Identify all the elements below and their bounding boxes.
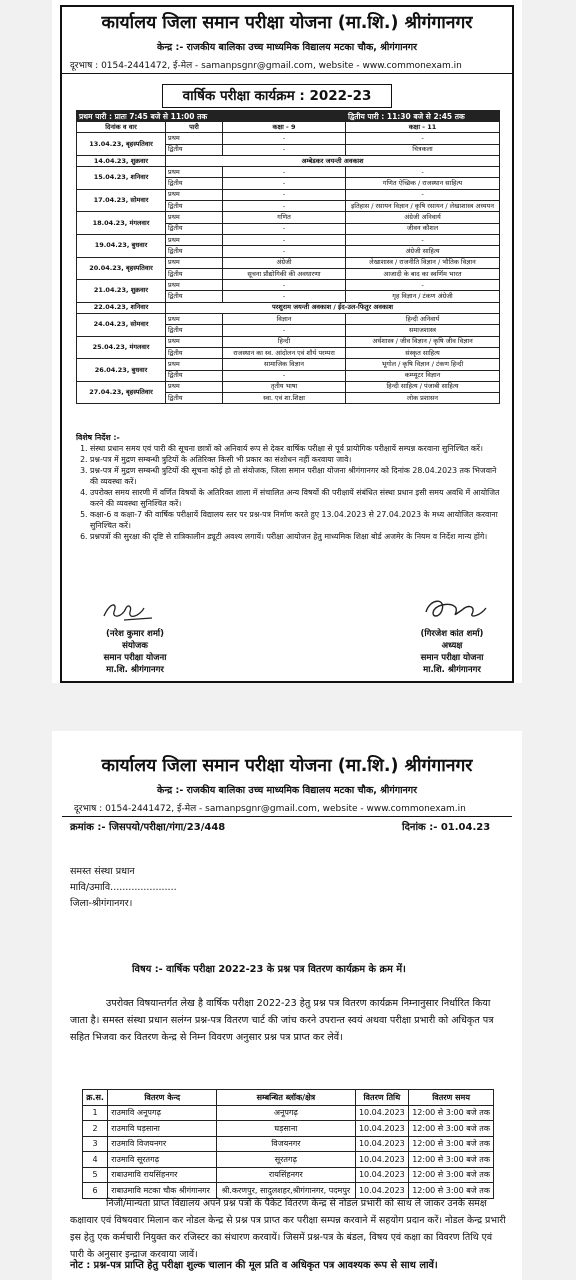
class11-cell: चित्रकला — [346, 144, 500, 155]
column-header: वितरण समय — [409, 1090, 494, 1106]
center-cell: राउमावि सूरतगढ़ — [108, 1152, 217, 1168]
class9-cell: - — [223, 133, 346, 144]
class11-cell: भूगोल / कृषि विज्ञान / टंकण हिन्दी — [346, 359, 500, 370]
contact-line: दूरभाष : 0154-2441472, ई-मेल - samanpsgnr@gmail.com, website - www.commonexam.in — [70, 61, 462, 71]
column-header: वितरण केन्द — [108, 1090, 217, 1106]
class9-cell: - — [223, 325, 346, 336]
column-header: सम्बन्धित ब्लॉक/क्षेत्र — [217, 1090, 355, 1106]
table-row — [83, 1121, 494, 1137]
signatory-left-org: समान परीक्षा योजना — [103, 653, 167, 663]
signatory-right-place: मा.शि. श्रीगंगानगर — [423, 665, 481, 675]
schedule-row — [77, 133, 500, 144]
time-cell: 12:00 से 3:00 बजे तक — [409, 1105, 494, 1121]
class11-cell: समाजशास्त्र — [346, 325, 500, 336]
class11-cell: - — [346, 189, 500, 200]
table-row — [83, 1167, 494, 1183]
shift-cell: द्वितीय — [166, 268, 223, 279]
date-cell: 10.04.2023 — [355, 1105, 409, 1121]
class11-cell: - — [346, 234, 500, 245]
date-cell: 10.04.2023 — [355, 1167, 409, 1183]
schedule-banner: वार्षिक परीक्षा कार्यक्रम : 2022-23 — [162, 84, 392, 108]
signatory-right — [392, 628, 512, 676]
letter-date: दिनांक :- 01.04.23 — [402, 822, 491, 833]
contact-line: दूरभाष : 0154-2441472, ई-मेल - samanpsgnr@gmail.com, website - www.commonexam.in — [74, 804, 466, 814]
block-cell: विजयनगर — [217, 1136, 355, 1152]
shift-cell: प्रथम — [166, 212, 223, 223]
reference-number: क्रमांक :- जिसपयो/परीक्षा/गंगा/23/448 — [70, 822, 226, 833]
shift-one-header: प्रथम पारी : प्रातः 7:45 बजे से 11:00 तक — [77, 111, 346, 122]
schedule-row — [77, 212, 500, 223]
class9-cell: विज्ञान — [223, 314, 346, 325]
holiday-label: अम्बेडकर जयन्ती अवकाश — [166, 155, 500, 166]
class11-cell: अर्थशास्त्र / जीव विज्ञान / कृषि जीव विज्ञान — [346, 336, 500, 347]
center-line: केन्द्र :- राजकीय बालिका उच्च माध्यमिक विद्यालय मटका चौक, श्रीगंगानगर — [156, 42, 418, 53]
instruction-item: 2. प्रश्न-पत्र में मुद्रण सम्बन्धी त्रुटियों के अतिरिक्त किसी भी प्रकार का संशोधन नहीं करवाया जावे। — [90, 454, 506, 465]
signature-right-icon — [422, 596, 492, 624]
time-cell: 12:00 से 3:00 बजे तक — [409, 1183, 494, 1199]
distribution-body — [83, 1105, 494, 1198]
class11-cell: - — [346, 167, 500, 178]
schedule-row — [77, 280, 500, 291]
schedule-row — [77, 234, 500, 245]
shift-two-header: द्वितीय पारी : 11:30 बजे से 2:45 तक — [346, 111, 500, 122]
center-line: केन्द्र :- राजकीय बालिका उच्च माध्यमिक विद्यालय मटका चौक, श्रीगंगानगर — [156, 785, 418, 796]
header-divider — [62, 73, 512, 74]
class9-cell: हिन्दी — [223, 336, 346, 347]
instruction-item: 1. संस्था प्रधान समय एवं पारी की सूचना छात्रों को अनिवार्य रूप से देकर वार्षिक परीक्षा से पूर्व प्रायोगिक परीक्षायें सम्पन्न करवाना सुनिश्चित करें। — [90, 443, 506, 454]
serial-cell: 3 — [83, 1136, 108, 1152]
column-header: क्र.स. — [83, 1090, 108, 1106]
class11-cell: संस्कृत साहित्य — [346, 347, 500, 358]
letter-subject: विषय :- वार्षिक परीक्षा 2022-23 के प्रश्न पत्र वितरण कार्यक्रम के क्रम में। — [132, 964, 406, 975]
office-title: कार्यालय जिला समान परीक्षा योजना (मा.शि.) श्रीगंगानगर — [101, 13, 473, 33]
table-row — [83, 1105, 494, 1121]
class9-cell: - — [223, 189, 346, 200]
center-cell: राउमावि घड़साना — [108, 1121, 217, 1137]
class9-cell: - — [223, 280, 346, 291]
shift-cell: द्वितीय — [166, 144, 223, 155]
class11-cell: अंग्रेजी साहित्य — [346, 246, 500, 257]
class11-cell: - — [346, 133, 500, 144]
schedule-row — [77, 314, 500, 325]
schedule-date: 25.04.23, मंगलवार — [77, 336, 166, 359]
instructions-heading: विशेष निर्देश :- — [76, 433, 120, 442]
table-row — [83, 1136, 494, 1152]
class9-cell: - — [223, 167, 346, 178]
schedule-row — [77, 257, 500, 268]
column-header: कक्षा - 11 — [346, 122, 500, 133]
exam-schedule-table — [76, 110, 500, 404]
block-cell: रायसिंहनगर — [217, 1167, 355, 1183]
date-cell: 10.04.2023 — [355, 1136, 409, 1152]
shift-cell: प्रथम — [166, 189, 223, 200]
block-cell: अनूपगढ़ — [217, 1105, 355, 1121]
holiday-row — [77, 302, 500, 313]
schedule-date: 26.04.23, बुधवार — [77, 359, 166, 382]
block-cell: श्री.करणपुर, सादुलशहर,श्रीगंगानगर, पदमपुर — [217, 1183, 355, 1199]
signatory-right-name: (गिरजेश कांत शर्मा) — [420, 629, 484, 639]
class9-cell: - — [223, 291, 346, 302]
shift-cell: द्वितीय — [166, 223, 223, 234]
signatory-right-org: समान परीक्षा योजना — [420, 653, 484, 663]
class9-cell: - — [223, 144, 346, 155]
center-cell: राउमावि विजयनगर — [108, 1136, 217, 1152]
schedule-row — [77, 189, 500, 200]
schedule-date: 27.04.23, बृहस्पतिवार — [77, 381, 166, 404]
class9-cell: सूचना प्रौद्योगिकी की अवधारणा — [223, 268, 346, 279]
schedule-body — [77, 133, 500, 404]
shift-cell: द्वितीय — [166, 291, 223, 302]
class9-cell: स्वा. एवं शा.शिक्षा — [223, 393, 346, 404]
center-cell: राबाउमावि रायसिंहनगर — [108, 1167, 217, 1183]
shift-cell: प्रथम — [166, 257, 223, 268]
serial-cell: 4 — [83, 1152, 108, 1168]
signatory-left — [80, 628, 190, 676]
class9-cell: - — [223, 223, 346, 234]
class9-cell: - — [223, 201, 346, 212]
class9-cell: - — [223, 178, 346, 189]
shift-cell: प्रथम — [166, 280, 223, 291]
letter-note: नोट : प्रश्न-पत्र प्राप्ति हेतु परीक्षा शुल्क चालान की मूल प्रति व अधिकृत पत्र आवश्यक रूप से साथ लावें। — [70, 1260, 438, 1271]
shift-cell: प्रथम — [166, 336, 223, 347]
letter-paragraph: निजी/मान्यता प्राप्त विद्यालय अपने प्रश्न पत्रों के पैकेट वितरण केन्द्र से नोडल प्रभारी को साथ ले जाकर उनके समक्ष कक्षावार एवं विषयवार मिलान कर नोडल केन्द्र से प्रश्न पत्र प्राप्त कर परीक्षा सम्पन्न करवाने में सहयोग प्रदान करें। नोडल केन्द्र प्रभारी इस हेतु एक कर्मचारी नियुक्त कर रजिस्टर का संधारण करवायें। जिसमें प्रश्न-पत्र के बंडल, विषय एवं कक्षा का विवरण तिथि एवं पारी के अनुसार इन्द्राज करवाया जावें। — [70, 1198, 506, 1260]
schedule-date: 22.04.23, शनिवार — [77, 302, 166, 313]
center-cell: राबाउमावि मटका चौक श्रीगंगानगर — [108, 1183, 217, 1199]
class9-cell: अंग्रेजी — [223, 257, 346, 268]
instruction-item: 3. प्रश्न-पत्र में मुद्रण सम्बन्धी त्रुटियों की सूचना कोई हो तो संयोजक, जिला समान परीक्षा योजना श्रीगंगानगर को दिनांक 28.04.2023 तक भिजवाने की व्यवस्था करें। — [90, 465, 506, 487]
time-cell: 12:00 से 3:00 बजे तक — [409, 1152, 494, 1168]
class9-cell: - — [223, 246, 346, 257]
class11-cell: हिन्दी अनिवार्य — [346, 314, 500, 325]
schedule-date: 20.04.23, बृहस्पतिवार — [77, 257, 166, 280]
date-cell: 10.04.2023 — [355, 1152, 409, 1168]
schedule-row — [77, 167, 500, 178]
signatory-left-place: मा.शि. श्रीगंगानगर — [106, 665, 164, 675]
shift-cell: द्वितीय — [166, 393, 223, 404]
class11-cell: कम्प्यूटर विज्ञान — [346, 370, 500, 381]
class11-cell: गृह विज्ञान / टंकण अंग्रेजी — [346, 291, 500, 302]
schedule-date: 21.04.23, शुक्रवार — [77, 280, 166, 303]
shift-cell: प्रथम — [166, 133, 223, 144]
shift-cell: द्वितीय — [166, 370, 223, 381]
class9-cell: राजस्थान का स्व. आंदोलन एवं शौर्य परम्परा — [223, 347, 346, 358]
schedule-date: 24.04.23, सोमवार — [77, 314, 166, 337]
serial-cell: 2 — [83, 1121, 108, 1137]
instruction-item: 4. उपरोक्त समय सारणी में वर्णित विषयों के अतिरिक्त शाला में संचालित अन्य विषयों की परीक्षायें संबंधित संस्था प्रधान इसी समय अवधि में आयोजित करने की व्यवस्था सुनिश्चित करें। — [90, 487, 506, 509]
time-cell: 12:00 से 3:00 बजे तक — [409, 1121, 494, 1137]
class9-cell: सामाजिक विज्ञान — [223, 359, 346, 370]
schedule-document-page — [52, 0, 522, 683]
signatory-right-role: अध्यक्ष — [441, 641, 463, 651]
shift-cell: द्वितीय — [166, 178, 223, 189]
class11-cell: - — [346, 280, 500, 291]
recipient-line: मावि/उमावि...................... — [70, 882, 177, 893]
time-cell: 12:00 से 3:00 बजे तक — [409, 1167, 494, 1183]
recipient-line: जिला-श्रीगंगानगर। — [70, 898, 133, 909]
column-header: वितरण तिथि — [355, 1090, 409, 1106]
shift-cell: द्वितीय — [166, 201, 223, 212]
signature-left-icon — [100, 598, 160, 624]
schedule-date: 14.04.23, शुक्रवार — [77, 155, 166, 166]
block-cell: सूरतगढ़ — [217, 1152, 355, 1168]
class11-cell: अंग्रेजी अनिवार्य — [346, 212, 500, 223]
signatory-left-role: संयोजक — [122, 641, 148, 651]
shift-cell: प्रथम — [166, 359, 223, 370]
class9-cell: तृतीय भाषा — [223, 381, 346, 392]
class11-cell: गणित ऐच्छिक / राजस्थान साहित्य — [346, 178, 500, 189]
shift-cell: प्रथम — [166, 314, 223, 325]
shift-cell: प्रथम — [166, 234, 223, 245]
letter-paragraph: उपरोक्त विषयान्तर्गत लेख है वार्षिक परीक्षा 2022-23 हेतु प्रश्न पत्र वितरण कार्यक्रम निम्नानुसार निर्धारित किया जाता है। समस्त संस्था प्रधान सलंग्न प्रश्न-पत्र वितरण चार्ट की जांच करने उपरान्त स्वयं अथवा परीक्षा प्रभारी को अधिकृत पत्र सहित भिजवा कर वितरण केन्द्र से निम्न विवरण अनुसार प्रश्न पत्र प्राप्त कर लेवें। — [70, 998, 494, 1043]
schedule-date: 18.04.23, मंगलवार — [77, 212, 166, 235]
serial-cell: 1 — [83, 1105, 108, 1121]
table-row — [83, 1152, 494, 1168]
schedule-row — [77, 336, 500, 347]
distribution-letter-page — [52, 731, 522, 1280]
shift-cell: द्वितीय — [166, 246, 223, 257]
date-cell: 10.04.2023 — [355, 1183, 409, 1199]
header-divider — [62, 816, 512, 817]
serial-cell: 5 — [83, 1167, 108, 1183]
recipient-line: समस्त संस्था प्रधान — [70, 866, 135, 877]
special-instructions — [76, 432, 506, 542]
center-cell: राउमावि अनूपगढ़ — [108, 1105, 217, 1121]
schedule-date: 15.04.23, शनिवार — [77, 167, 166, 190]
distribution-table — [82, 1089, 494, 1199]
schedule-date: 17.04.23, सोमवार — [77, 189, 166, 212]
time-cell: 12:00 से 3:00 बजे तक — [409, 1136, 494, 1152]
shift-cell: प्रथम — [166, 381, 223, 392]
signatory-left-name: (नरेश कुमार शर्मा) — [105, 629, 165, 639]
class11-cell: आजादी के बाद का स्वर्णिम भारत — [346, 268, 500, 279]
column-header: दिनांक व वार — [77, 122, 166, 133]
class9-cell: गणित — [223, 212, 346, 223]
serial-cell: 6 — [83, 1183, 108, 1199]
holiday-label: परशुराम जयन्ती अवकाश / ईद-उल-फितुर अवकाश — [166, 302, 500, 313]
class11-cell: जीवन कौशल — [346, 223, 500, 234]
schedule-date: 19.04.23, बुधवार — [77, 234, 166, 257]
holiday-row — [77, 155, 500, 166]
shift-cell: द्वितीय — [166, 347, 223, 358]
shift-cell: द्वितीय — [166, 325, 223, 336]
class9-cell: - — [223, 234, 346, 245]
instruction-item: 6. प्रश्नपत्रों की सुरक्षा की दृष्टि से रात्रिकालीन ड्यूटी अवश्य लगायें। परीक्षा आयोजन हेतु माध्यमिक शिक्षा बोर्ड अजमेर के नियम व निर्देश मान्य होंगे। — [90, 531, 506, 542]
class11-cell: लोक प्रशासन — [346, 393, 500, 404]
office-title: कार्यालय जिला समान परीक्षा योजना (मा.शि.) श्रीगंगानगर — [101, 756, 473, 776]
column-header: पारी — [166, 122, 223, 133]
date-cell: 10.04.2023 — [355, 1121, 409, 1137]
class11-cell: इतिहास / रसायन विज्ञान / कृषि रसायन / लेखाशास्त्र अध्ययन — [346, 201, 500, 212]
schedule-row — [77, 381, 500, 392]
class11-cell: हिन्दी साहित्य / पंजाबी साहित्य — [346, 381, 500, 392]
shift-cell: प्रथम — [166, 167, 223, 178]
schedule-row — [77, 359, 500, 370]
schedule-date: 13.04.23, बृहस्पतिवार — [77, 133, 166, 156]
class9-cell: - — [223, 370, 346, 381]
column-header: कक्षा - 9 — [223, 122, 346, 133]
block-cell: घड़साना — [217, 1121, 355, 1137]
instruction-item: 5. कक्षा-6 व कक्षा-7 की वार्षिक परीक्षायें विद्यालय स्तर पर प्रश्न-पत्र निर्माण करते हुए 13.04.2023 से 27.04.2023 के मध्य आयोजित करवाना सुनिश्चित करें। — [90, 509, 506, 531]
class11-cell: लेखाशास्त्र / राजनीति विज्ञान / भौतिक विज्ञान — [346, 257, 500, 268]
